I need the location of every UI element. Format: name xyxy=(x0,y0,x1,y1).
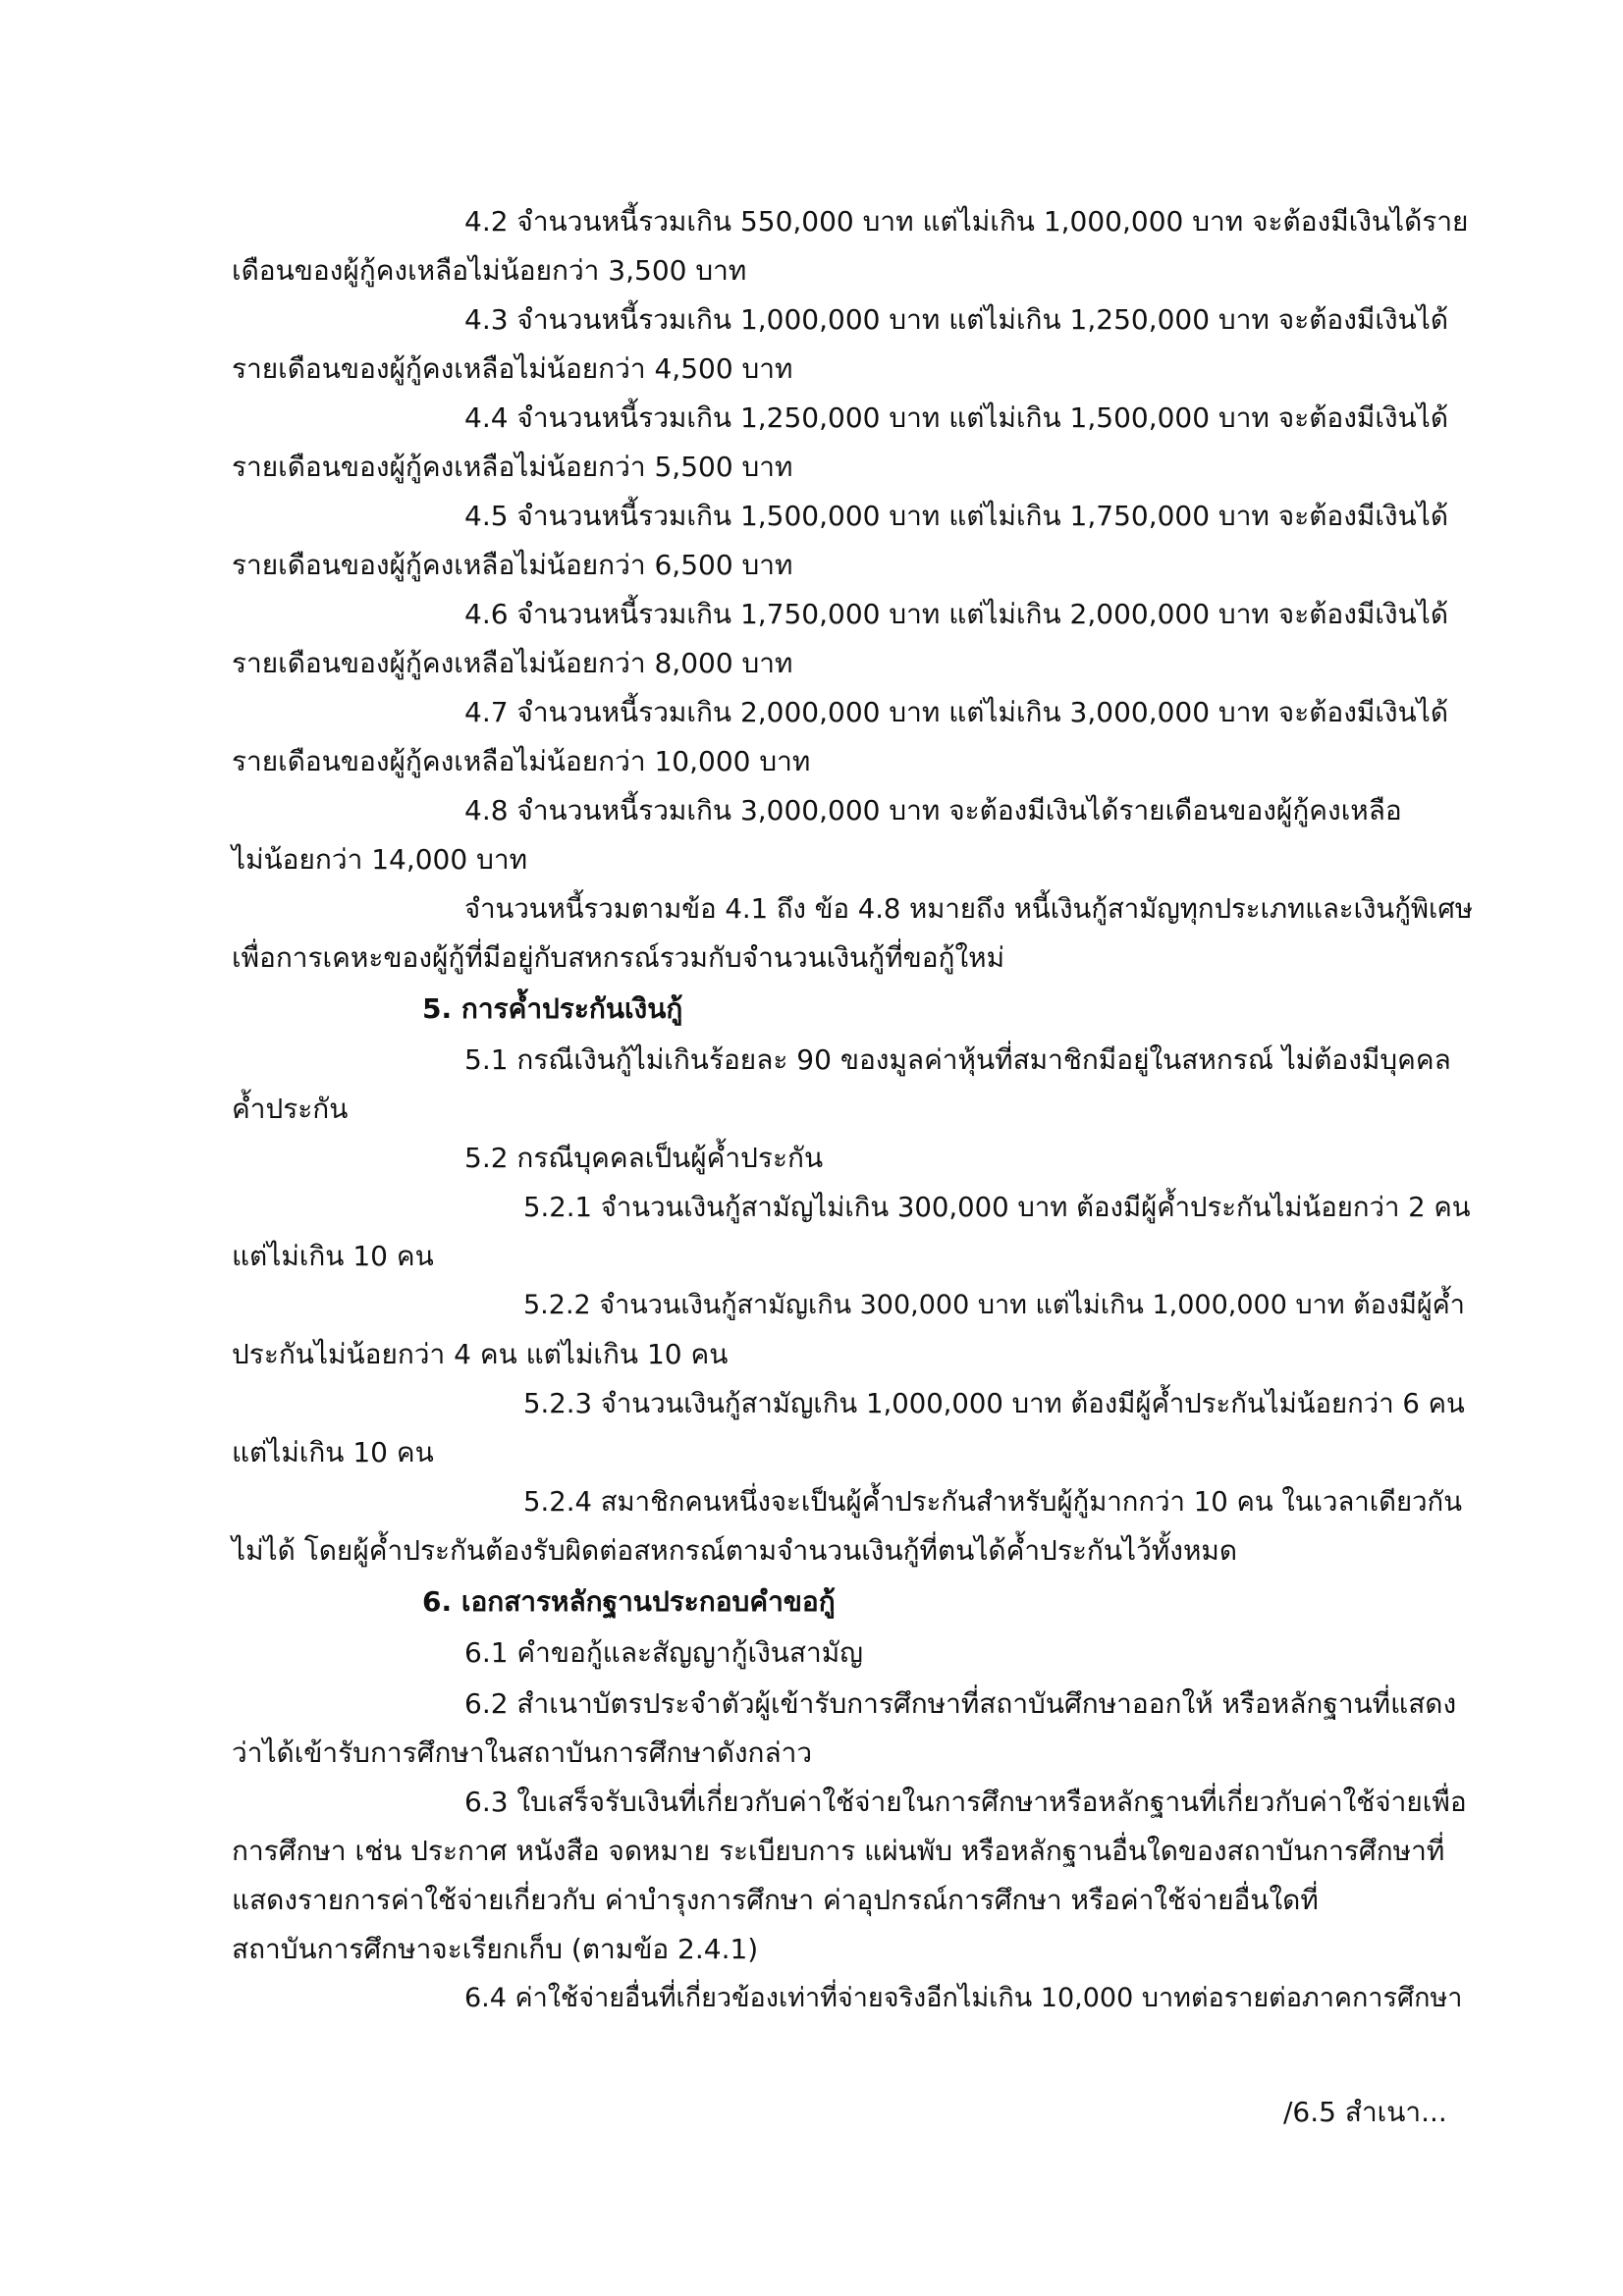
item-4-4-cont: รายเดือนของผู้กู้คงเหลือไม่น้อยกว่า 5,500 บาท xyxy=(232,451,793,483)
item-6-4: 6.4 ค่าใช้จ่ายอื่นที่เกี่ยวข้องเท่าที่จ่ายจริงอีกไม่เกิน 10,000 บาทต่อรายต่อภาคการศึกษา xyxy=(464,1983,1463,2013)
item-5-2-4: 5.2.4 สมาชิกคนหนึ่งจะเป็นผู้ค้ำประกันสำหรับผู้กู้มากกว่า 10 คน ในเวลาเดียวกัน xyxy=(523,1486,1463,1518)
item-5-2-4-cont: ไม่ได้ โดยผู้ค้ำประกันต้องรับผิดต่อสหกรณ์ตามจำนวนเงินกู้ที่ตนได้ค้ำประกันไว้ทั้งหมด xyxy=(232,1534,1238,1567)
item-5-2: 5.2 กรณีบุคคลเป็นผู้ค้ำประกัน xyxy=(464,1142,824,1174)
item-6-3: 6.3 ใบเสร็จรับเงินที่เกี่ยวกับค่าใช้จ่ายในการศึกษาหรือหลักฐานที่เกี่ยวกับค่าใช้จ่ายเพื่อ xyxy=(464,1786,1467,1818)
item-5-1: 5.1 กรณีเงินกู้ไม่เกินร้อยละ 90 ของมูลค่าหุ้นที่สมาชิกมีอยู่ในสหกรณ์ ไม่ต้องมีบุคคล xyxy=(464,1043,1451,1076)
item-4-6: 4.6 จำนวนหนี้รวมเกิน 1,750,000 บาท แต่ไม่เกิน 2,000,000 บาท จะต้องมีเงินได้ xyxy=(464,598,1449,630)
item-5-2-2-cont: ประกันไม่น้อยกว่า 4 คน แต่ไม่เกิน 10 คน xyxy=(232,1338,729,1370)
section-5-heading: 5. การค้ำประกันเงินกู้ xyxy=(422,992,683,1025)
item-4-5-cont: รายเดือนของผู้กู้คงเหลือไม่น้อยกว่า 6,500 บาท xyxy=(232,549,793,581)
item-5-1-cont: ค้ำประกัน xyxy=(232,1093,349,1125)
item-5-2-1: 5.2.1 จำนวนเงินกู้สามัญไม่เกิน 300,000 บาท ต้องมีผู้ค้ำประกันไม่น้อยกว่า 2 คน xyxy=(523,1192,1471,1223)
item-6-3-cont-1: การศึกษา เช่น ประกาศ หนังสือ จดหมาย ระเบียบการ แผ่นพับ หรือหลักฐานอื่นใดของสถาบันการศึกษาที่ xyxy=(232,1835,1445,1867)
item-4-4: 4.4 จำนวนหนี้รวมเกิน 1,250,000 บาท แต่ไม่เกิน 1,500,000 บาท จะต้องมีเงินได้ xyxy=(464,401,1449,434)
item-6-3-cont-3: สถาบันการศึกษาจะเรียกเก็บ (ตามข้อ 2.4.1) xyxy=(232,1933,759,1965)
item-4-8: 4.8 จำนวนหนี้รวมเกิน 3,000,000 บาท จะต้องมีเงินได้รายเดือนของผู้กู้คงเหลือ xyxy=(464,794,1402,827)
item-4-8-cont: ไม่น้อยกว่า 14,000 บาท xyxy=(232,843,528,876)
item-5-2-1-cont: แต่ไม่เกิน 10 คน xyxy=(232,1240,434,1272)
item-4-2-cont: เดือนของผู้กู้คงเหลือไม่น้อยกว่า 3,500 บาท xyxy=(232,254,747,287)
item-6-3-cont-2: แสดงรายการค่าใช้จ่ายเกี่ยวกับ ค่าบำรุงการศึกษา ค่าอุปกรณ์การศึกษา หรือค่าใช้จ่ายอื่นใดที่ xyxy=(232,1884,1319,1916)
item-4-3-cont: รายเดือนของผู้กู้คงเหลือไม่น้อยกว่า 4,500 บาท xyxy=(232,352,793,385)
item-5-2-3-cont: แต่ไม่เกิน 10 คน xyxy=(232,1436,434,1468)
item-6-1: 6.1 คำขอกู้และสัญญากู้เงินสามัญ xyxy=(464,1636,864,1669)
item-4-2: 4.2 จำนวนหนี้รวมเกิน 550,000 บาท แต่ไม่เกิน 1,000,000 บาท จะต้องมีเงินได้ราย xyxy=(464,205,1469,238)
debt-note: จำนวนหนี้รวมตามข้อ 4.1 ถึง ข้อ 4.8 หมายถึง หนี้เงินกู้สามัญทุกประเภทและเงินกู้พิเศษ xyxy=(464,893,1473,925)
item-5-2-2: 5.2.2 จำนวนเงินกู้สามัญเกิน 300,000 บาท แต่ไม่เกิน 1,000,000 บาท ต้องมีผู้ค้ำ xyxy=(523,1290,1465,1320)
section-6-heading: 6. เอกสารหลักฐานประกอบคำขอกู้ xyxy=(422,1585,836,1618)
item-4-5: 4.5 จำนวนหนี้รวมเกิน 1,500,000 บาท แต่ไม่เกิน 1,750,000 บาท จะต้องมีเงินได้ xyxy=(464,500,1449,532)
item-5-2-3: 5.2.3 จำนวนเงินกู้สามัญเกิน 1,000,000 บาท ต้องมีผู้ค้ำประกันไม่น้อยกว่า 6 คน xyxy=(523,1388,1465,1419)
item-4-7-cont: รายเดือนของผู้กู้คงเหลือไม่น้อยกว่า 10,000 บาท xyxy=(232,745,811,777)
debt-note-cont: เพื่อการเคหะของผู้กู้ที่มีอยู่กับสหกรณ์รวมกับจำนวนเงินกู้ที่ขอกู้ใหม่ xyxy=(232,941,1005,974)
item-6-2: 6.2 สำเนาบัตรประจำตัวผู้เข้ารับการศึกษาที่สถาบันศึกษาออกให้ หรือหลักฐานที่แสดง xyxy=(464,1687,1457,1720)
item-4-6-cont: รายเดือนของผู้กู้คงเหลือไม่น้อยกว่า 8,000 บาท xyxy=(232,647,793,679)
item-4-7: 4.7 จำนวนหนี้รวมเกิน 2,000,000 บาท แต่ไม่เกิน 3,000,000 บาท จะต้องมีเงินได้ xyxy=(464,696,1449,728)
item-4-3: 4.3 จำนวนหนี้รวมเกิน 1,000,000 บาท แต่ไม่เกิน 1,250,000 บาท จะต้องมีเงินได้ xyxy=(464,303,1449,336)
item-6-2-cont: ว่าได้เข้ารับการศึกษาในสถาบันการศึกษาดังกล่าว xyxy=(232,1736,813,1769)
continuation-marker: /6.5 สำเนา... xyxy=(1283,2096,1447,2128)
